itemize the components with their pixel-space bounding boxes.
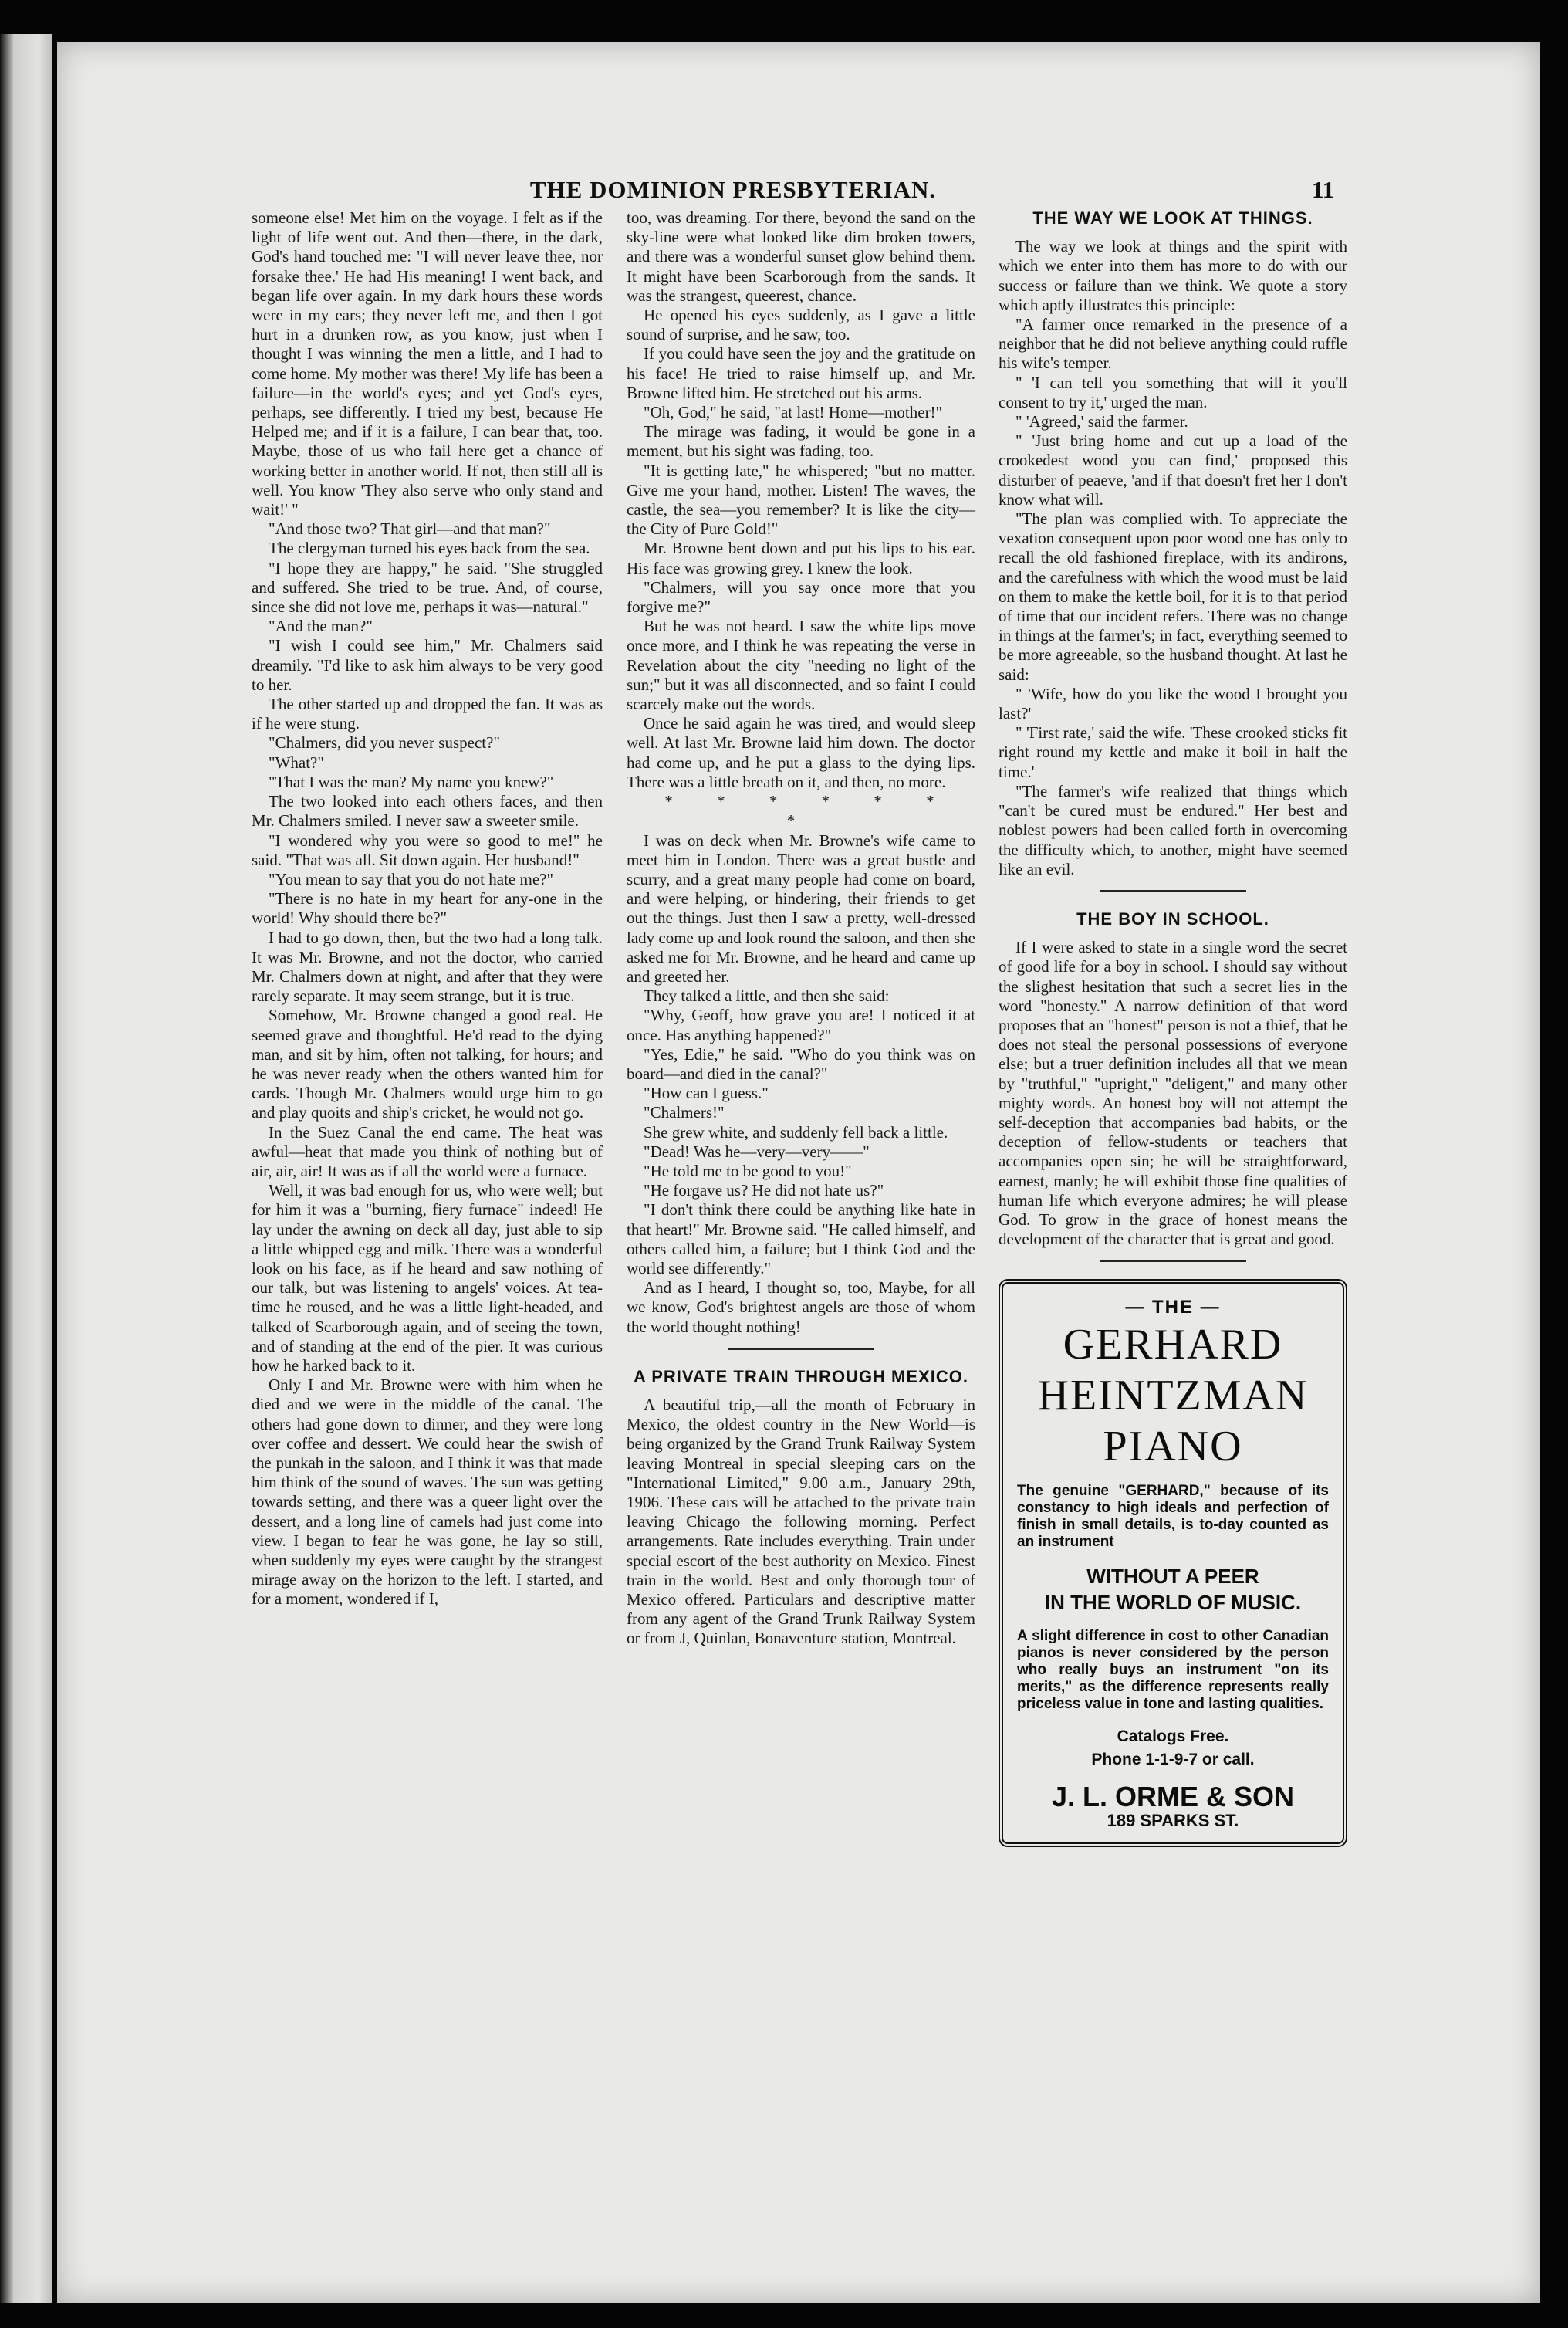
article-paragraph: If I were asked to state in a single word the secret of good life for a boy in school. I should say without the slighest hesitation that such a secret lies in the word "honesty." A narrow definition of that word proposes that an "honest" person is not a thief, that he does not steal the personal possessions of everyone else; but a truer definition includes all that we mean by "truthful," "upright," "deligent," and many other mighty words. An honest boy will not attempt the self-deception that accompanies bad habits, or the deception of fellow-students or teachers that accompanies open sin; he will be straightforward, earnest, manly; he will exhibit those fine qualities of human life which everyone admires; he will please God. To grow in the grace of honest means the development of the character that is great and good. (999, 938, 1347, 1249)
page-header-title: THE DOMINION PRESBYTERIAN. (529, 176, 937, 203)
article-title-boy-in-school: THE BOY IN SCHOOL. (1076, 909, 1269, 929)
section-divider (1100, 890, 1246, 892)
ad-address: 189 SPARKS ST. (1107, 1810, 1239, 1830)
section-divider (1100, 1260, 1246, 1262)
story-paragraph: "He forgave us? He did not hate us?" (644, 1181, 884, 1200)
story-paragraph: The other started up and dropped the fan. It was as if he were stung. (252, 695, 603, 733)
story-paragraph: "Chalmers, did you never suspect?" (269, 733, 500, 753)
article-paragraph: A beautiful trip,—all the month of February in Mexico, the oldest country in the New World—is being organized by the Grand Trunk Railway System leaving Montreal in special sleeping cars on the "International Limited," 9.00 a.m., January 29th, 1906. These cars will be attached to the private train leaving Chicago the following morning. Perfect arrangements. Rate includes everything. Train under special escort of the best authority on Mexico. Finest train in the world. Best and only thorough tour of Mexico offered. Particulars and descriptive matter from any agent of the Grand Trunk Railway System or from J, Quinlan, Bonaventure station, Montreal. (627, 1395, 975, 1648)
story-paragraph: "He told me to be good to you!" (644, 1161, 852, 1180)
story-paragraph: "I wish I could see him," Mr. Chalmers said dreamily. "I'd like to ask him always to be very good to her. (252, 636, 603, 694)
article-title-way-we-look: THE WAY WE LOOK AT THINGS. (1032, 208, 1313, 228)
story-paragraph: They talked a little, and then she said: (644, 986, 890, 1006)
story-paragraph: "Oh, God," he said, "at last! Home—mother!" (644, 403, 943, 422)
story-paragraph: "Why, Geoff, how grave you are! I noticed it at once. Has anything happened?" (627, 1006, 975, 1044)
article-paragraph: " 'Wife, how do you like the wood I brought you last?' (999, 684, 1347, 723)
ad-brand-line-2: HEINTZMAN (1037, 1371, 1309, 1419)
story-paragraph: The two looked into each others faces, and then Mr. Chalmers smiled. I never saw a sweeter smile. (252, 792, 603, 831)
story-paragraph: "Dead! Was he—very—very——" (644, 1142, 870, 1161)
ad-body: A slight difference in cost to other Canadian pianos is never considered by the person who really buys an instrument "on its merits," as the difference represents really priceless value in tone and lasting qualities. (1017, 1627, 1329, 1712)
story-paragraph: "Chalmers!" (644, 1103, 725, 1122)
story-paragraph: "I don't think there could be anything like hate in that heart!" Mr. Browne said. "He called himself, and others called him, a failure; but I think God and the world see differently." (627, 1200, 975, 1277)
story-paragraph: "It is getting late," he whispered; "but no matter. Give me your hand, mother. Listen! The waves, the castle, the sea—you remember? It is like the city—the City of Pure Gold!" (627, 461, 975, 539)
article-paragraph: "A farmer once remarked in the presence of a neighbor that he did not believe anything could ruffle his wife's temper. (999, 315, 1347, 373)
article-paragraph: " 'Agreed,' said the farmer. (1015, 412, 1188, 431)
story-paragraph: Mr. Browne bent down and put his lips to his ear. His face was growing grey. I knew the look. (627, 539, 975, 577)
story-paragraph: If you could have seen the joy and the gratitude on his face! He tried to raise himself up, and Mr. Browne lifted him. He stretched out his arms. (627, 344, 975, 402)
story-paragraph: "And the man?" (269, 617, 373, 636)
story-paragraph: Once he said again he was tired, and would sleep well. At last Mr. Browne laid him down. The doctor had come up, and he put a glass to the dying lips. There was a little breath on it, and then, no more. (627, 714, 975, 791)
section-divider (728, 1348, 874, 1350)
story-paragraph: In the Suez Canal the end came. The heat was awful—heat that made you think of nothing but of air, air, air! It was as if all the world were a furnace. (252, 1122, 603, 1180)
story-paragraph: "What?" (269, 753, 324, 772)
story-paragraph: "That I was the man? My name you knew?" (269, 772, 554, 791)
story-paragraph: "Chalmers, will you say once more that you forgive me?" (627, 577, 975, 617)
story-paragraph: someone else! Met him on the voyage. I felt as if the light of life went out. And then—there, in the dark, God's hand touched me: "I will never leave thee, nor forsake thee.' He had His meaning! I went back, and began life over again. In my dark hours these words were in my ears; they never left me, and then I got hurt in a drunken row, as you know, just when I thought I was winning the men a little, and I had to come home. My mother was there! My life has been a failure—in the world's eyes; and yet God's eyes, perhaps, see differently. I tried my best, because He Helped me; and if it is a failure, I can bear that, too. Maybe, those of us who fail here get a chance of working better in another world. If not, then still all is well. You know 'They also serve who only stand and wait!' " (252, 208, 603, 519)
ad-the: — THE — (1125, 1297, 1221, 1318)
article-paragraph: " 'Just bring home and cut up a load of the crookedest wood you can find,' proposed this disturber of peaeve, 'and if that doesn't fret her I don't know what will. (999, 431, 1347, 509)
story-paragraph: The mirage was fading, it would be gone in a mement, but his sight was fading, too. (627, 422, 975, 461)
story-paragraph: Well, it was bad enough for us, who were well; but for him it was a "burning, fiery furnace" indeed! He lay under the awning on deck all day, just able to sip a little whipped egg and milk. There was a wonderful look on his face, as if he heard and saw nothing of our talk, but was listening to angels' voices. At tea-time he roused, and he was a little light-headed, and talked of Scarborough again, and of seeing the town, and of standing at the end of the pier. It was curious how he harked back to it. (252, 1181, 603, 1375)
story-paragraph: I was on deck when Mr. Browne's wife came to meet him in London. There was a great bustle and scurry, and a great many people had come on board, and were helping, or hindering, their friends to get out the things. Just then I saw a pretty, well-dressed lady come up and look round the saloon, and then she asked me for Mr. Browne, and he heard and came up and greeted her. (627, 831, 975, 986)
story-paragraph: "Yes, Edie," he said. "Who do you think was on board—and died in the canal?" (627, 1044, 975, 1083)
ad-headline-1: WITHOUT A PEER (1086, 1564, 1259, 1588)
ad-tagline: The genuine "GERHARD," because of its constancy to high ideals and perfection of finish in small details, is to-day counted as an instrument (1017, 1482, 1329, 1550)
column-left (252, 208, 603, 1609)
article-title-private-train: A PRIVATE TRAIN THROUGH MEXICO. (634, 1366, 968, 1386)
article-paragraph: "The farmer's wife realized that things which "can't be cured must be endured." Her best and noblest powers had been called forth in overcoming the difficulty which, to another, might have seemed like an evil. (999, 781, 1347, 878)
story-paragraph: But he was not heard. I saw the white lips move once more, and I think he was repeating the verse in Revelation about the city "needing no light of the sun;" but it was all disconnected, and so faint I could scarcely make out the words. (627, 617, 975, 714)
story-paragraph: She grew white, and suddenly fell back a little. (644, 1122, 948, 1142)
article-paragraph: "The plan was complied with. To appreciate the vexation consequent upon poor wood one has only to recall the old fashioned fireplace, with its andirons, and the carefulness with which the wood must be laid on them to make the kettle boil, for it is to that period of time that our incident refers. There was no change in things at the farmer's; in fact, everything seemed to be more agreeable, so the husband thought. At last he said: (999, 509, 1347, 684)
ad-headline-2: IN THE WORLD OF MUSIC. (1044, 1590, 1302, 1614)
column-middle (627, 208, 975, 1649)
story-paragraph: "You mean to say that you do not hate me?" (269, 869, 554, 888)
story-paragraph: "I hope they are happy," he said. "She struggled and suffered. She tried to be true. And, of course, since she did not love me, perhaps it was—natural." (252, 558, 603, 617)
story-paragraph: The clergyman turned his eyes back from the sea. (269, 539, 590, 558)
piano-advertisement (999, 1279, 1347, 1847)
article-paragraph: The way we look at things and the spirit with which we enter into them has more to do with our success or failure than we think. We quote a story which aptly illustrates this principle: (999, 237, 1347, 314)
section-break-stars: * * * * * * * (664, 792, 955, 831)
story-paragraph: Somehow, Mr. Browne changed a good real. He seemed grave and thoughtful. He'd read to the dying man, and sit by him, often not talking, for hours; and he was never ready when the others wanted him for cards. Though Mr. Chalmers would urge him to go and play quoits and ship's cricket, he would not go. (252, 1006, 603, 1122)
column-right (999, 208, 1347, 1847)
ad-phone: Phone 1-1-9-7 or call. (1091, 1750, 1255, 1768)
story-paragraph: Only I and Mr. Browne were with him when he died and we were in the middle of the canal. The others had gone down to dinner, and they were long over coffee and dessert. We could hear the swish of the punkah in the saloon, and I think it was that made him think of the sound of waves. The sun was getting towards setting, and there was a queer light over the dessert, and a long line of camels had just come into view. I began to fear he was gone, he lay so still, when suddenly my eyes were caught by the strangest mirage away on the horizon to the left. I started, and for a moment, wondered if I, (252, 1375, 603, 1609)
ad-brand-line-1: GERHARD (1063, 1320, 1283, 1369)
story-paragraph: "I wondered why you were so good to me!" he said. "That was all. Sit down again. Her husband!" (252, 831, 603, 869)
story-paragraph: And as I heard, I thought so, too, Maybe, for all we know, God's brightest angels are those of whom the world thought nothing! (627, 1278, 975, 1336)
ad-catalogs: Catalogs Free. (1117, 1727, 1229, 1745)
story-paragraph: "How can I guess." (644, 1084, 769, 1103)
story-paragraph: "And those two? That girl—and that man?" (269, 519, 551, 539)
adjacent-page-edge (0, 34, 52, 2303)
article-paragraph: " 'First rate,' said the wife. 'These crooked sticks fit right round my kettle and make it boil in half the time.' (999, 723, 1347, 781)
story-paragraph: I had to go down, then, but the two had a long talk. It was Mr. Browne, and not the doctor, who carried Mr. Chalmers down at night, and after that they were rarely separate. It may seem strange, but it is true. (252, 928, 603, 1006)
ad-brand-line-3: PIANO (1103, 1422, 1243, 1470)
story-paragraph: too, was dreaming. For there, beyond the sand on the sky-line were what looked like dim broken towers, and there was a wonderful sunset glow behind them. It might have been Scarborough from the sands. It was the strangest, queerest, chance. (627, 208, 975, 305)
page-number: 11 (1312, 176, 1335, 203)
article-paragraph: " 'I can tell you something that will it you'll consent to try it,' urged the man. (999, 373, 1347, 411)
story-paragraph: He opened his eyes suddenly, as I gave a little sound of surprise, and he saw, too. (627, 306, 975, 344)
ad-firm-name: J. L. ORME & SON (1051, 1780, 1295, 1812)
story-paragraph: "There is no hate in my heart for any-one in the world! Why should there be?" (252, 889, 603, 928)
